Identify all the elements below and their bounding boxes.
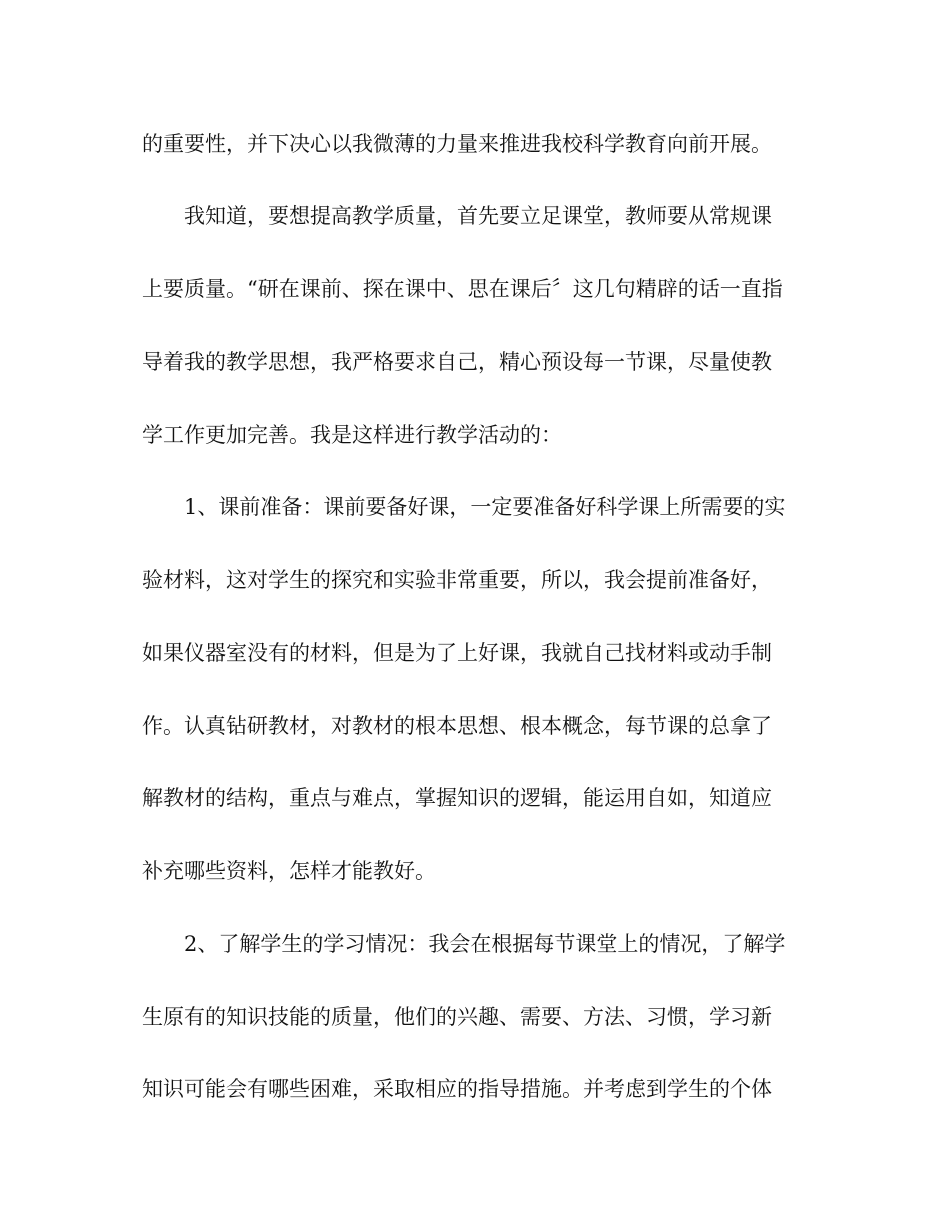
text-line: 生原有的知识技能的质量，他们的兴趣、需要、方法、习惯，学习新	[142, 1005, 772, 1029]
text-line: 上要质量。“研在课前、探在课中、思在课后〞这几句精辟的话一直指	[142, 277, 783, 301]
text-line: 的重要性，并下决心以我微薄的力量来推进我校科学教育向前开展。	[142, 132, 772, 156]
text-line: 学工作更加完善。我是这样进行教学活动的：	[142, 423, 562, 447]
paragraph-start-line: 1、课前准备：课前要备好课，一定要准备好科学课上所需要的实	[184, 495, 786, 519]
text-line: 补充哪些资料，怎样才能教好。	[142, 859, 436, 883]
text-line: 解教材的结构，重点与难点，掌握知识的逻辑，能运用自如，知道应	[142, 786, 772, 810]
text-line: 知识可能会有哪些困难，采取相应的指导措施。并考虑到学生的个体	[142, 1077, 772, 1101]
paragraph-start-line: 我知道，要想提高教学质量，首先要立足课堂，教师要从常规课	[184, 204, 772, 228]
text-line: 验材料，这对学生的探究和实验非常重要，所以，我会提前准备好，	[142, 568, 772, 592]
text-line: 导着我的教学思想，我严格要求自己，精心预设每一节课，尽量使教	[142, 350, 772, 374]
text-line: 作。认真钻研教材，对教材的根本思想、根本概念，每节课的总拿了	[142, 714, 772, 738]
text-line: 如果仪器室没有的材料，但是为了上好课，我就自己找材料或动手制	[142, 641, 772, 665]
paragraph-start-line: 2、了解学生的学习情况：我会在根据每节课堂上的情况，了解学	[184, 932, 786, 956]
